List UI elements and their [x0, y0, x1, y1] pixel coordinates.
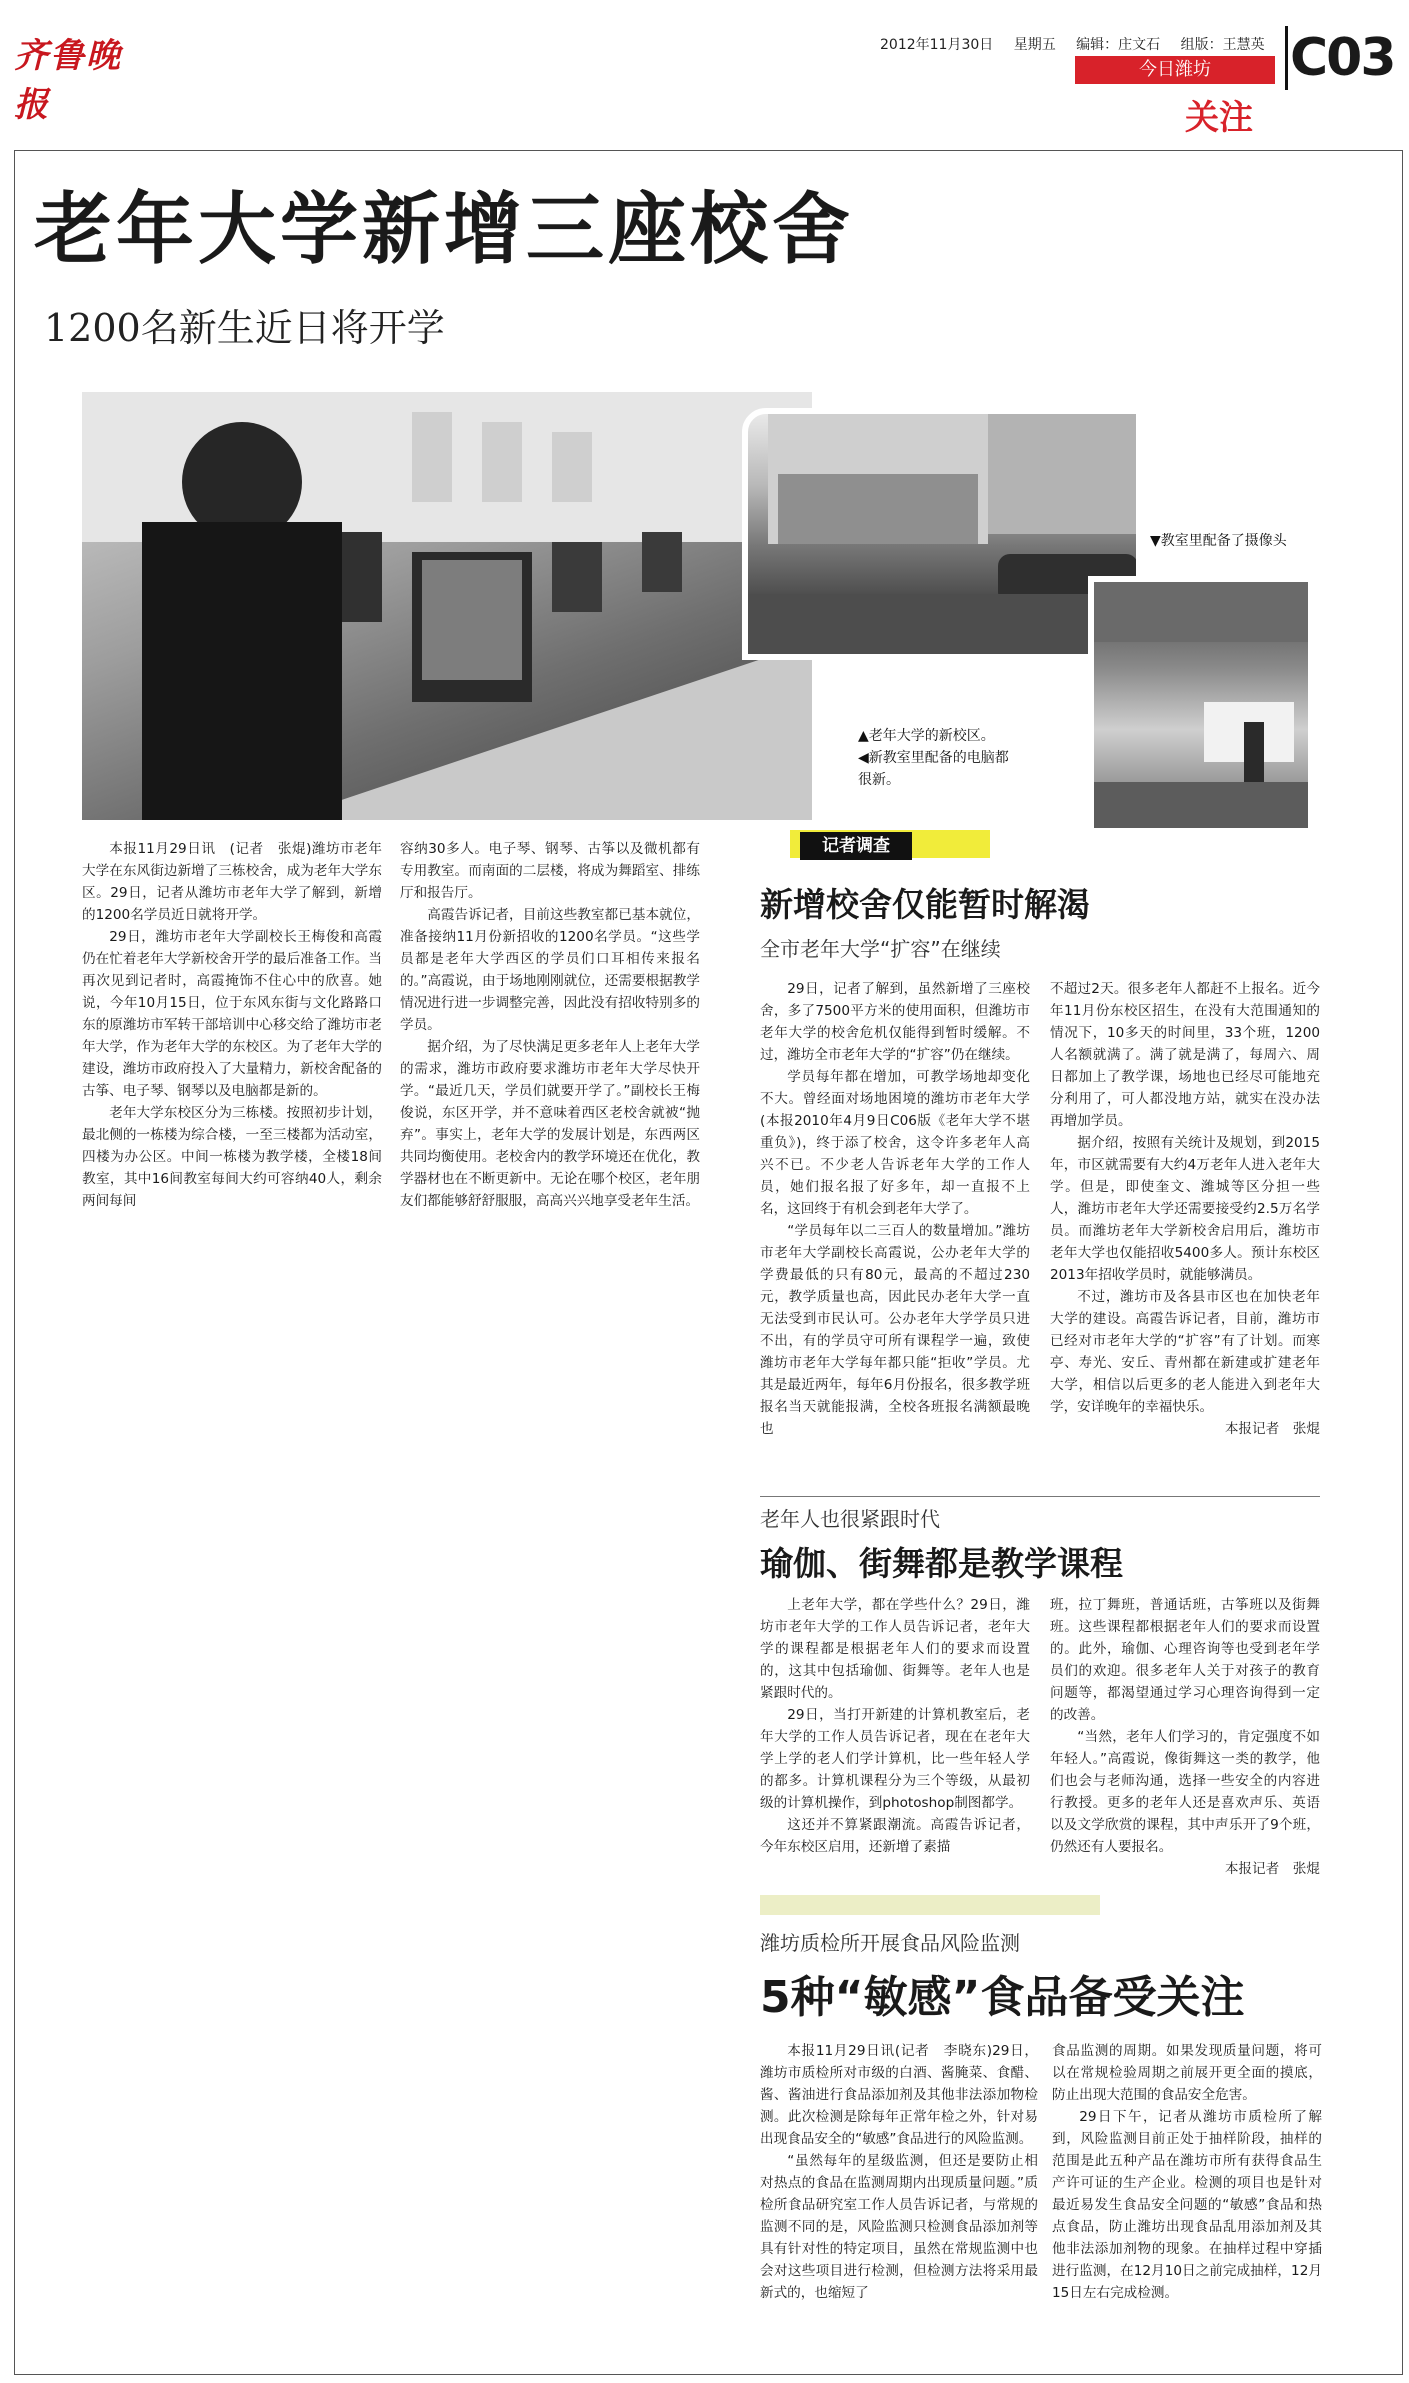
- courses-column-2: [1050, 1594, 1320, 1880]
- lead-paragraph: 29日，潍坊市老年大学副校长王梅俊和高霞仍在忙着老年大学新校舍开学的最后准备工作。当再次见到记者时，高霞掩饰不住心中的欣喜。她说，今年10月15日，位于东风东街与文化路路口东的原潍坊市军转干部培训中心移交给了潍坊市老年大学，作为老年大学的东校区。为了老年大学的建设，潍坊市政府投入了大量精力，新校舍配备的古筝、电子琴、钢琴以及电脑都是新的。: [82, 929, 382, 1099]
- investigation-paragraph: 学员每年都在增加，可教学场地却变化不大。曾经面对场地困境的潍坊市老年大学(本报2010年4月9日C06版《老年大学不堪重负》)，终于添了校舍，这令许多老年人高兴不已。不少老人告诉老年大学的工作人员，她们报名报了好多年，却一直报不上名，这回终于有机会到老年大学了。: [760, 1069, 1030, 1217]
- food-paragraph: “虽然每年的星级监测，但还是要防止相对热点的食品在监测周期内出现质量问题。”质检所食品研究室工作人员告诉记者，与常规的监测不同的是，风险监测只检测食品添加剂等具有针对性的特定项目，虽然在常规监测中也会对这些项目进行检测，但检测方法将采用最新式的，也缩短了: [760, 2153, 1038, 2301]
- investigation-subhead: 全市老年大学“扩容”在继续: [760, 937, 1001, 961]
- courses-headline: 瑜伽、街舞都是教学课程: [760, 1544, 1123, 1583]
- investigation-paragraph: 据介绍，按照有关统计及规划，到2015年，市区就需要有大约4万老年人进入老年大学。但是，即使奎文、潍城等区分担一些人，潍坊市老年大学还需要接受约2.5万名学员。而潍坊老年大学新校舍启用后，潍坊市老年大学也仅能招收5400多人。预计东校区2013年招收学员时，就能够满员。: [1050, 1135, 1320, 1283]
- food-headline: 5种“敏感”食品备受关注: [760, 1972, 1245, 2023]
- issue-date: 2012年11月30日: [880, 37, 994, 53]
- investigation-headline: 新增校舍仅能暂时解渴: [760, 885, 1090, 924]
- investigation-byline: 本报记者 张焜: [1224, 1421, 1320, 1437]
- investigation-paragraph: 不超过2天。很多老年人都赶不上报名。近今年11月份东校区招生，在没有大范围通知的情况下，10多天的时间里，33个班，1200人名额就满了。满了就是满了，每周六、周日都加上了教学课，场地也已经尽可能地充分利用了，可人都没地方站，就实在没办法再增加学员。: [1050, 981, 1320, 1129]
- courses-byline: 本报记者 张焜: [1224, 1861, 1320, 1877]
- investigation-paragraph: 不过，潍坊市及各县市区也在加快老年大学的建设。高霞告诉记者，目前，潍坊市已经对市老年大学的“扩容”有了计划。而寒亭、寿光、安丘、青州都在新建或扩建老年大学，相信以后更多的老人能进入到老年大学，安详晚年的幸福快乐。: [1050, 1289, 1320, 1415]
- courses-paragraph: 这还并不算紧跟潮流。高霞告诉记者，今年东校区启用，还新增了素描: [760, 1817, 1030, 1855]
- header-divider: [1285, 26, 1288, 90]
- food-paragraph: 29日下午，记者从潍坊市质检所了解到，风险监测目前正处于抽样阶段，抽样的范围是此五种产品在潍坊市所有获得食品生产许可证的生产企业。检测的项目也是针对最近易发生食品安全问题的“敏感”食品和热点食品，防止潍坊出现食品乱用添加剂及其他非法添加剂物的现象。在抽样过程中穿插进行监测，在12月10日之前完成抽样，12月15日左右完成检测。: [1052, 2109, 1322, 2301]
- camera-classroom-photo: [1088, 576, 1314, 834]
- courses-paragraph: “当然，老年人们学习的，肯定强度不如年轻人。”高霞说，像街舞这一类的教学，他们也会与老师沟通，选择一些安全的内容进行教授。更多的老年人还是喜欢声乐、英语以及文学欣赏的课程，其中声乐开了9个班，仍然还有人要报名。: [1050, 1729, 1320, 1855]
- column-title: 关注: [1185, 98, 1253, 138]
- lead-paragraph: 高霞告诉记者，目前这些教室都已基本就位，准备接纳11月份新招收的1200名学员。“这些学员都是老年大学西区的学员们口耳相传来报名的。”高霞说，由于场地刚刚就位，还需要根据教学情况进行进一步调整完善，因此没有招收特别多的学员。: [400, 907, 700, 1033]
- masthead-logo: 齐鲁晚报: [14, 36, 122, 125]
- food-column-1: [760, 2040, 1038, 2304]
- caption-line: 很新。: [858, 772, 900, 788]
- lead-headline: 老年大学新增三座校舍: [34, 184, 855, 275]
- courses-kicker: 老年人也很紧跟时代: [760, 1507, 940, 1531]
- lead-subhead: 1200名新生近日将开学: [44, 306, 445, 350]
- investigation-kicker: 记者调查: [800, 832, 912, 860]
- editor-credit: 编辑：庄文石: [1076, 37, 1161, 53]
- issue-weekday: 星期五: [1013, 37, 1056, 53]
- investigation-paragraph: 29日，记者了解到，虽然新增了三座校舍，多了7500平方米的使用面积，但潍坊市老年大学的校舍危机仅能得到暂时缓解。不过，潍坊全市老年大学的“扩容”仍在继续。: [760, 981, 1030, 1063]
- food-column-2: [1052, 2040, 1322, 2304]
- courses-paragraph: 29日，当打开新建的计算机教室后，老年大学的工作人员告诉记者，现在在老年大学上学的老人们学计算机，比一些年轻人学的都多。计算机课程分为三个等级，从最初级的计算机操作，到photoshop制图都学。: [760, 1707, 1030, 1811]
- lead-column-1: [82, 838, 382, 1212]
- investigation-paragraph: “学员每年以二三百人的数量增加。”潍坊市老年大学副校长高霞说，公办老年大学的学费最低的只有80元，最高的不超过230元，教学质量也高，因此民办老年大学一直无法受到市民认可。公办老年大学学员只进不出，有的学员守可所有课程学一遍，致使潍坊市老年大学每年都只能“拒收”学员。尤其是最近两年，每年6月份报名，很多教学班报名当天就能报满，全校各班报名满额最晚也: [760, 1223, 1030, 1437]
- caption-line: ▲老年大学的新校区。: [858, 728, 995, 744]
- food-kicker: 潍坊质检所开展食品风险监测: [760, 1931, 1020, 1955]
- food-paragraph: 本报11月29日讯(记者 李晓东)29日，潍坊市质检所对市级的白酒、酱腌菜、食醋、酱、酱油进行食品添加剂及其他非法添加物检测。此次检测是除每年正常年检之外，针对易出现食品安全的“敏感”食品进行的风险监测。: [760, 2043, 1038, 2147]
- courses-paragraph: 班，拉丁舞班，普通话班，古筝班以及街舞班。这些课程都根据老年人们的要求而设置的。此外，瑜伽、心理咨询等也受到老年学员们的欢迎。很多老年人关于对孩子的教育问题等，都渴望通过学习心理咨询得到一定的改善。: [1050, 1597, 1320, 1723]
- investigation-column-1: [760, 978, 1030, 1440]
- lead-paragraph: 据介绍，为了尽快满足更多老年人上老年大学的需求，潍坊市政府要求潍坊市老年大学尽快开学。“最近几天，学员们就要开学了。”副校长王梅俊说，东区开学，并不意味着西区老校舍就被“抛弃”。事实上，老年大学的发展计划是，东西两区共同均衡使用。老校舍内的教学环境还在优化，教学器材也在不断更新中。无论在哪个校区，老年朋友们都能够舒舒服服，高高兴兴地享受老年生活。: [400, 1039, 700, 1209]
- lead-column-2: [400, 838, 700, 1212]
- computer-classroom-illustration: [82, 392, 812, 820]
- investigation-column-2: [1050, 978, 1320, 1440]
- lead-paragraph: 容纳30多人。电子琴、钢琴、古筝以及微机都有专用教室。而南面的二层楼，将成为舞蹈室、排练厅和报告厅。: [400, 841, 700, 901]
- main-photo-caption: [858, 725, 1086, 791]
- lead-paragraph: 老年大学东校区分为三栋楼。按照初步计划，最北侧的一栋楼为综合楼，一至三楼都为活动室，四楼为办公区。中间一栋楼为教学楼，全楼18间教室，其中16间教室每间大约可容纳40人，剩余两间每间: [82, 1105, 382, 1209]
- new-campus-photo: [742, 408, 1142, 660]
- caption-line: ◀新教室里配备的电脑都: [858, 750, 1009, 766]
- food-kicker-bar: [760, 1895, 1100, 1915]
- courses-paragraph: 上老年大学，都在学些什么？29日，潍坊市老年大学的工作人员告诉记者，老年大学的课程都是根据老年人们的要求而设置的，这其中包括瑜伽、街舞等。老年人也是紧跟时代的。: [760, 1597, 1030, 1701]
- page-number: C03: [1290, 28, 1395, 88]
- courses-column-1: [760, 1594, 1030, 1858]
- food-paragraph: 食品监测的周期。如果发现质量问题，将可以在常规检验周期之前展开更全面的摸底，防止出现大范围的食品安全危害。: [1052, 2043, 1322, 2103]
- lead-paragraph: 本报11月29日讯 (记者 张焜)潍坊市老年大学在东风街边新增了三栋校舍，成为老年大学东区。29日，记者从潍坊市老年大学了解到，新增的1200名学员近日就将开学。: [82, 841, 382, 923]
- page-meta: [880, 34, 1281, 54]
- camera-classroom-illustration: [1094, 582, 1314, 834]
- section-divider: [760, 1496, 1320, 1497]
- new-campus-illustration: [748, 414, 1142, 660]
- computer-classroom-photo: [82, 392, 812, 820]
- section-banner: 今日潍坊: [1075, 56, 1275, 84]
- camera-caption: ▼教室里配备了摄像头: [1150, 533, 1287, 549]
- layout-credit: 组版：王慧英: [1180, 37, 1265, 53]
